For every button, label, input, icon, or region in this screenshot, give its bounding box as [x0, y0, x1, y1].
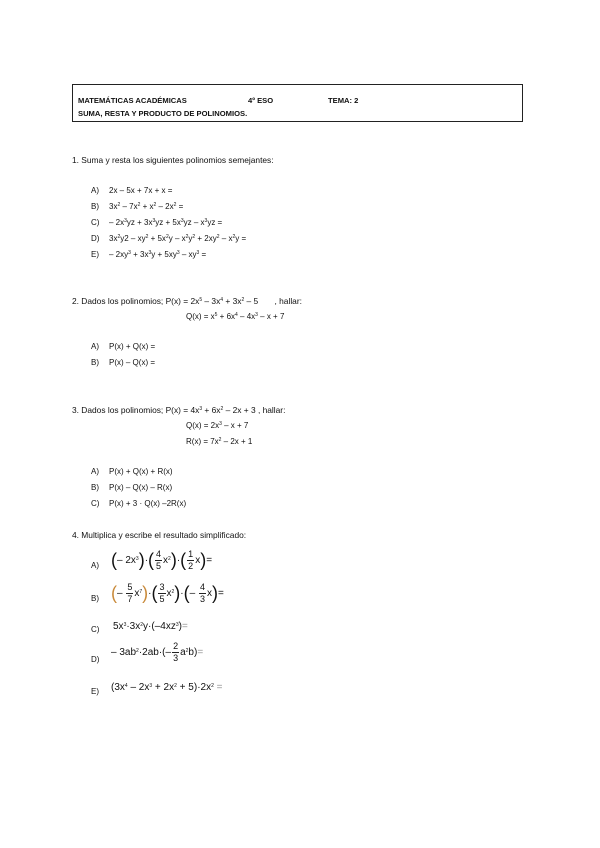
q3-label-a: A): [91, 467, 99, 476]
q4-expr-a: (– $2x^3)\cdot$( $\frac{4}{5}$ $x^2)\cdot$( $\frac{1}{2}$ x)=: [111, 549, 213, 571]
q4-label-e: E): [91, 687, 99, 696]
q4-label-d: D): [91, 655, 100, 664]
q1-expr-c: – $2x^3yz + 3x^3yz + 5x^3yz - x^3yz$ =: [109, 218, 223, 227]
q4-label-b: B): [91, 594, 99, 603]
q2-label-a: A): [91, 342, 99, 351]
topic: TEMA: 2: [328, 96, 359, 105]
q2-expr-b: P(x) – Q(x) =: [109, 358, 156, 367]
q1-expr-a: 2x – 5x + 7x + x =: [109, 186, 173, 195]
q2-expr-a: P(x) + Q(x) =: [109, 342, 156, 351]
q3-expr-b: P(x) – Q(x) – R(x): [109, 483, 173, 492]
q4-label-c: C): [91, 625, 100, 634]
q1-expr-b: $3x^2 - 7x^2 + x^2 - 2x^2$ =: [109, 202, 184, 211]
q2-q-poly: $Q(x) = x^5 + 6x^4 - 4x^3 - x + 7$: [186, 312, 285, 321]
q2-title-prefix: 2. Dados los polinomios; P(x) = 2x: [72, 296, 200, 306]
q3-expr-a: P(x) + Q(x) + R(x): [109, 467, 173, 476]
q1-expr-d: $3x^2y2 - xy^2 + 5x^2y - x^2y^2 + 2xy^2 - x^2y$ =: [109, 234, 247, 243]
q1-expr-e: – $2xy^3 + 3x^3y + 5xy^3 - xy^3$ =: [109, 250, 207, 259]
q3-expr-c: P(x) + 3 · Q(x) –2R(x): [109, 499, 187, 508]
q3-label-b: B): [91, 483, 99, 492]
q2-label-b: B): [91, 358, 99, 367]
q4-expr-d: – $3ab^2\cdot 2ab\cdot(-$ $\frac{2}{3}$ $a^2b)=$: [111, 641, 204, 663]
q4-expr-e: $(3x^4 - 2x^3 + 2x^2 + 5)\cdot 2x^2$ =: [111, 682, 223, 693]
q2-suffix: , hallar:: [274, 296, 302, 306]
q2-title: 2. Dados los polinomios; $P(x) = 2x^5 - 3x^4 + 3x^2 - 5$ , hallar:: [72, 296, 302, 306]
subject: MATEMÁTICAS ACADÉMICAS: [78, 96, 187, 105]
q4-expr-b: (– $\frac{5}{7}$ $x^7)\cdot$( $\frac{3}{5}$ $x^2)\cdot(-$ $\frac{4}{3}$ x)=: [111, 582, 224, 604]
q1-label-b: B): [91, 202, 99, 211]
q1-title: 1. Suma y resta los siguientes polinomios semejantes:: [72, 155, 274, 165]
q3-suffix: , hallar:: [257, 405, 286, 415]
q3-r-poly: $R(x) = 7x^2 - 2x + 1$: [186, 437, 253, 446]
q1-label-a: A): [91, 186, 99, 195]
q3-title: 3. Dados los polinomios; $P(x) = 4x^3 + 6x^2 - 2x + 3$ , hallar:: [72, 405, 286, 415]
q3-label-c: C): [91, 499, 100, 508]
q1-label-c: C): [91, 218, 100, 227]
level: 4º ESO: [248, 96, 274, 105]
worksheet-title: SUMA, RESTA Y PRODUCTO DE POLINOMIOS.: [78, 109, 248, 118]
q4-label-a: A): [91, 561, 99, 570]
q4-title: 4. Multiplica y escribe el resultado simplificado:: [72, 530, 247, 540]
q3-q-poly: $Q(x) = 2x^3 - x + 7$: [186, 421, 249, 430]
q4-expr-c: $5x^3\cdot 3x^2y\cdot(-4xz^3)=$: [113, 621, 188, 632]
q1-label-e: E): [91, 250, 99, 259]
header-box: [72, 84, 523, 122]
q1-label-d: D): [91, 234, 100, 243]
q3-title-prefix: 3. Dados los polinomios; P(x) = 4x: [72, 405, 200, 415]
